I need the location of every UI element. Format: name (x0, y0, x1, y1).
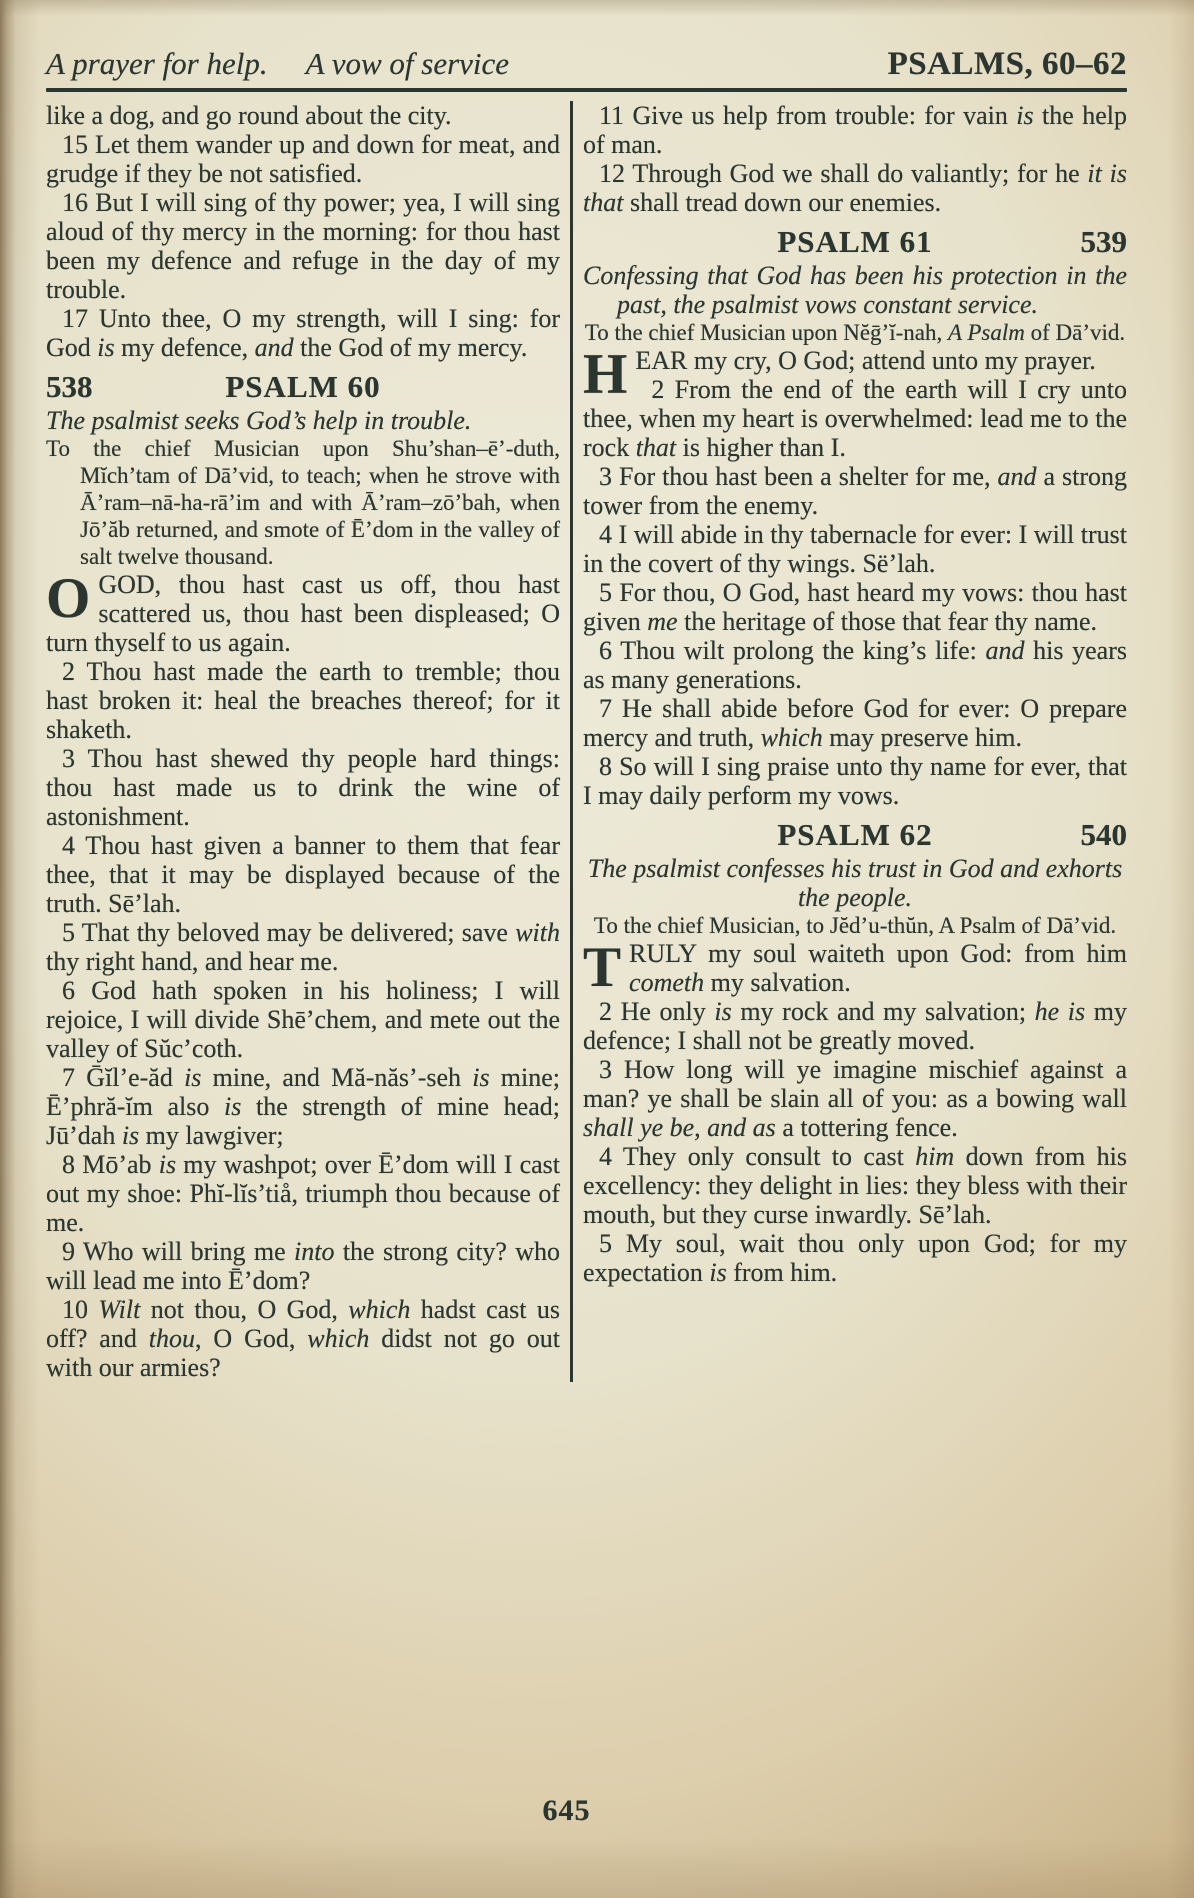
psalm-heading (583, 225, 1127, 258)
verse-11: 11 Give us help from trouble: for vain is the help of man. (583, 101, 1127, 159)
italic-word: and (997, 462, 1037, 491)
verse-number: 5 (599, 1229, 612, 1258)
page-number: 645 (542, 1794, 591, 1827)
verse-number: 4 (62, 831, 75, 860)
running-head-left (46, 46, 509, 82)
italic-word: that (635, 433, 677, 462)
verse-number: 2 (651, 375, 665, 404)
verse-2: 2 Thou hast made the earth to tremble; thou hast broken it: heal the breaches thereof; for it shaketh. (46, 657, 561, 744)
verse-number: 6 (62, 976, 75, 1005)
verse-number: 2 (599, 997, 612, 1026)
verse-number: 8 (599, 752, 612, 781)
verse-7: 7 He shall abide before God for ever: O prepare mercy and truth, which may preserve him. (583, 694, 1128, 752)
psalm-heading (46, 370, 560, 403)
verse-number: 3 (599, 462, 612, 491)
psalm-title: PSALM 62 (777, 817, 933, 852)
verse-2: 2 From the end of the earth will I cry unto thee, when my heart is overwhelmed: lead me to the rock that is higher than I. (583, 375, 1127, 462)
verse-number: 4 (599, 520, 612, 549)
verse-9: 9 Who will bring me into the strong city? who will lead me into Ē’dom? (46, 1237, 561, 1295)
italic-word: which (307, 1324, 370, 1353)
verse-number: 17 (62, 304, 88, 333)
psalm-inscription: To the chief Musician upon Nĕḡ’ĭ-nah, A Psalm of Dā’vid. (584, 320, 1126, 345)
verse-16: 16 But I will sing of thy power; yea, I will sing aloud of thy mercy in the morning: for thou hast been my defence and refuge in the day of my trouble. (46, 188, 560, 304)
verse-1-dropcap: TRULY my soul waiteth upon God: from him cometh my salvation. (583, 936, 1127, 999)
psalm-title: PSALM 61 (777, 224, 933, 259)
italic-word: him (915, 1142, 955, 1171)
italic-word: which (760, 723, 823, 752)
verse-3: 3 How long will ye imagine mischief against a man? ye shall be slain all of you: as a bowing wall shall ye be, and as a tottering fence. (583, 1055, 1128, 1142)
verse-17: 17 Unto thee, O my strength, will I sing: for God is my defence, and the God of my mercy. (46, 304, 561, 362)
italic-word: is (224, 1092, 242, 1121)
verse-number: 10 (62, 1295, 88, 1324)
verse-6: 6 God hath spoken in his holiness; I will rejoice, I will divide Shē’chem, and mete out the valley of Sŭc’coth. (46, 976, 560, 1063)
italic-word: which (348, 1295, 411, 1324)
verse-6: 6 Thou wilt prolong the king’s life: and his years as many generations. (583, 636, 1127, 694)
verse-3: 3 For thou hast been a shelter for me, and a strong tower from the enemy. (583, 462, 1128, 520)
verse-number: 2 (62, 657, 75, 686)
psalm-inscription: To the chief Musician, to Jĕd’u-thŭn, A Psalm of Dā’vid. (593, 913, 1117, 938)
verse-4: 4 I will abide in thy tabernacle for ever: I will trust in the covert of thy wings. Së’lah. (583, 520, 1127, 578)
italic-word: cometh (629, 968, 705, 997)
italic-word: is (472, 1063, 490, 1092)
psalm-summary: The psalmist seeks God’s help in trouble. (46, 406, 472, 435)
verse-number: 5 (62, 918, 75, 947)
verse-5: 5 My soul, wait thou only upon God; for my expectation is from him. (583, 1229, 1127, 1287)
verse-number: 7 (599, 694, 612, 723)
verse-number: 3 (62, 744, 75, 773)
drop-cap-initial: T (583, 936, 622, 999)
italic-word: it is that (583, 159, 1127, 217)
italic-word: is (1016, 101, 1034, 130)
italic-word: is (709, 1258, 727, 1287)
verse-8: 8 Mō’ab is my washpot; over Ē’dom will I cast out my shoe: Phĭ-lĭs’tiå, triumph thou because of me. (46, 1150, 560, 1237)
psalm-ref-number-left: 538 (46, 369, 93, 404)
italic-word: into (294, 1237, 335, 1266)
running-head-right: PSALMS, 60–62 (887, 46, 1127, 82)
psalm-inscription: To the chief Musician upon Shu’shan–ē’-duth, Mĭch’tam of Dā’vid, to teach; when he strove with Ā’ram–nā-ha-rā’im and with Ā’ram–zō’bah, when Jō’ăb returned, and smote of Ē’dom in the valley of salt twelve thousand. (46, 436, 560, 569)
italic-word: is (121, 1121, 140, 1150)
psalm-ref-number-right: 540 (1080, 817, 1127, 852)
drop-cap-initial: O (46, 567, 91, 630)
psalm-title: PSALM 60 (225, 369, 381, 404)
psalm-heading (583, 818, 1127, 851)
verse-7: 7 Ḡĭl’e-ăd is mine, and Mă-năs’-seh is mine; Ē’phră-ĭm also is the strength of mine head; Jū’dah is my lawgiver; (46, 1063, 561, 1150)
italic-word: is (714, 997, 732, 1026)
text-columns (46, 101, 1127, 1382)
verse-number: 11 (599, 101, 625, 130)
italic-word: me (647, 607, 678, 636)
italic-word: Wilt (98, 1295, 141, 1324)
left-column (46, 101, 560, 1382)
drop-cap-initial: H (583, 343, 628, 406)
psalm-ref-number-right: 539 (1080, 224, 1127, 259)
italic-word: is (184, 1063, 202, 1092)
verse-5: 5 That thy beloved may be delivered; save with thy right hand, and hear me. (46, 918, 561, 976)
verse-number: 15 (62, 130, 88, 159)
verse-4: 4 They only consult to cast him down from his excellency: they delight in lies: they bless with their mouth, but they curse inwardly. Sē’lah. (583, 1142, 1127, 1229)
italic-word: he is (1034, 997, 1086, 1026)
italic-word: shall ye be, and as (583, 1113, 776, 1142)
verse-5: 5 For thou, O God, hast heard my vows: thou hast given me the heritage of those that fear thy name. (583, 578, 1128, 636)
verse-number: 8 (62, 1150, 75, 1179)
header-rule (46, 88, 1127, 92)
verse-1-dropcap: OGOD, thou hast cast us off, thou hast scattered us, thou hast been displeased; O turn thyself to us again. (46, 567, 560, 657)
verse-number: 3 (599, 1055, 612, 1084)
psalm-summary: The psalmist confesses his trust in God and exhorts the people. (587, 854, 1123, 912)
italic-word: and (254, 333, 294, 362)
italic-word: with (515, 918, 561, 947)
running-head (46, 46, 1127, 83)
italic-word: and (985, 636, 1025, 665)
lead-word: GOD, (98, 570, 162, 599)
verse-number: 16 (62, 188, 88, 217)
verse-number: 12 (599, 159, 625, 188)
verse-number: 6 (599, 636, 612, 665)
verse-12: 12 Through God we shall do valiantly; for he it is that shall tread down our enemies. (583, 159, 1127, 217)
psalm-summary: Confessing that God has been his protection in the past, the psalmist vows constant service. (583, 261, 1127, 319)
verse-3: 3 Thou hast shewed thy people hard things: thou hast made us to drink the wine of astonishment. (46, 744, 560, 831)
verse-number: 4 (599, 1142, 612, 1171)
column-divider (570, 101, 573, 1382)
running-head-left-phrase-2: A vow of service (305, 46, 510, 81)
verse-number: 9 (62, 1237, 75, 1266)
verse-8: 8 So will I sing praise unto thy name for ever, that I may daily perform my vows. (583, 752, 1127, 810)
italic-word: A Psalm (947, 320, 1025, 345)
running-head-left-phrase-1: A prayer for help. (46, 46, 268, 81)
verse-15: 15 Let them wander up and down for meat, and grudge if they be not satisfied. (46, 130, 560, 188)
verse-1-dropcap: HEAR my cry, O God; attend unto my prayer. (583, 343, 1096, 406)
italic-word: thou (148, 1324, 195, 1353)
verse-number: 7 (62, 1063, 75, 1092)
italic-word: is (158, 1150, 177, 1179)
lead-word: EAR (635, 346, 688, 375)
verse-continuation: like a dog, and go round about the city. (46, 101, 452, 130)
lead-word: RULY (629, 939, 697, 968)
verse-number: 5 (599, 578, 612, 607)
verse-4: 4 Thou hast given a banner to them that fear thee, that it may be displayed because of the truth. Sē’lah. (46, 831, 561, 918)
italic-word: is (97, 333, 115, 362)
verse-10: 10 Wilt not thou, O God, which hadst cast us off? and thou, O God, which didst not go out with our armies? (46, 1295, 561, 1382)
verse-2: 2 He only is my rock and my salvation; he is my defence; I shall not be greatly moved. (583, 997, 1127, 1055)
right-column (583, 101, 1127, 1382)
